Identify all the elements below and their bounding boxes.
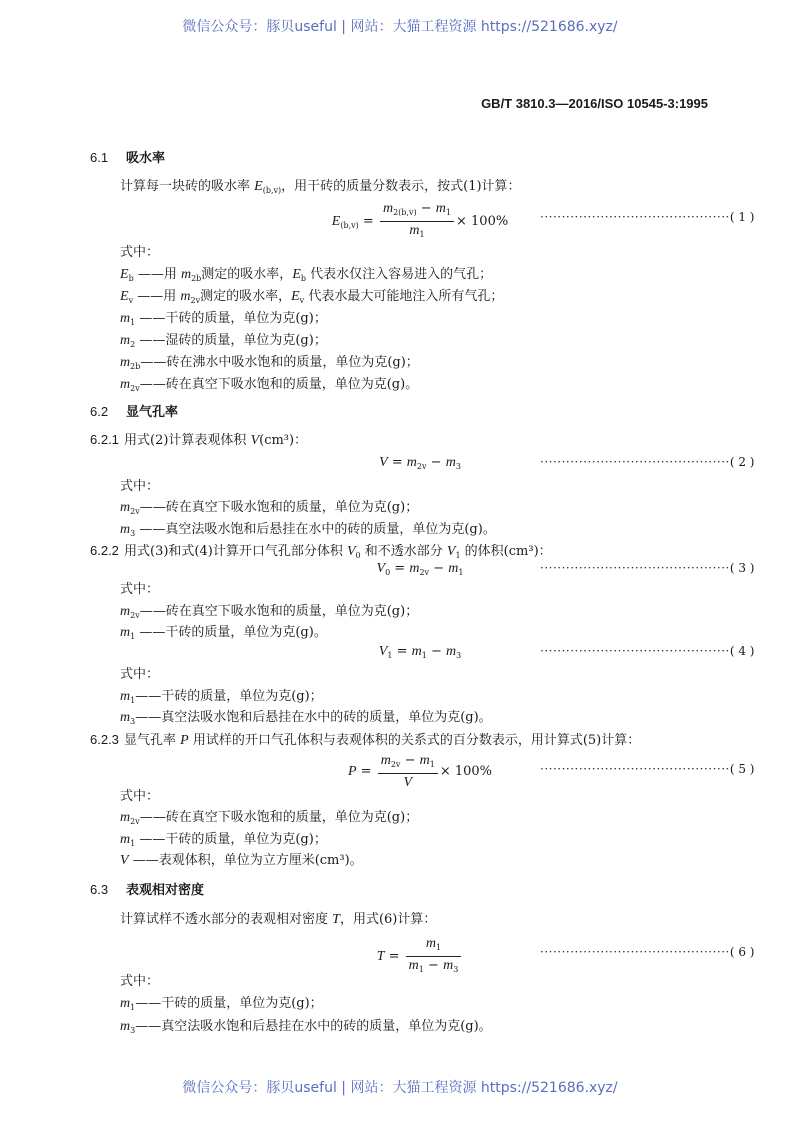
text-run: 显气孔率 [126,405,179,420]
math-symbol: V [250,433,260,448]
section-heading [90,404,178,421]
math-symbol: V [346,544,356,559]
text-run: ，用式(6)计算： [339,912,437,927]
text-run: ——砖在真空下吸水饱和的质量，单位为克(g)； [139,810,419,825]
math-symbol: m [180,267,192,282]
denominator [406,957,462,978]
math-symbol: m [120,710,131,725]
math-symbol: P [180,733,189,748]
paragraph-line [120,689,323,709]
subscript: 2(b,v) [393,208,417,217]
text-run: 代表水最大可能地注入所有气孔； [304,289,504,304]
formula [300,752,540,791]
equation-number: ············································( 4 ) [540,644,755,658]
subscript: b [300,274,306,283]
subscript: 2v [130,611,140,620]
text-run: × 100% [439,764,493,779]
formula [300,644,540,664]
subscript: (b,v) [262,186,282,195]
subscript: 1 [419,230,425,239]
text-run: (cm³)： [259,433,308,448]
equation-label: 5 [738,762,746,776]
subscript: v [299,296,305,305]
numerator [380,200,454,222]
math-symbol: V [120,853,129,868]
text-run: = [384,949,404,964]
subscript: 2v [416,462,427,471]
subscript: 1 [418,965,424,974]
text-run: − [400,753,420,768]
watermark-bottom: 微信公众号：豚贝useful | 网站：大猫工程资源 https://521686.xyz/ [182,1080,618,1096]
paragraph-line [120,333,327,353]
equation-number: ············································( 5 ) [540,762,755,776]
formula [300,200,540,243]
subscript: 3 [130,717,136,726]
standard-header: GB/T 3810.3—2016/ISO 10545-3:1995 [481,96,708,111]
formula [300,561,540,581]
text-run: ——用 [133,267,181,282]
fraction [406,935,462,978]
text-run: − [426,455,446,470]
subscript: 2v [130,384,140,393]
leader-dots: ············································ [540,762,730,776]
subscript: 1 [435,943,442,952]
text-run: 测定的吸水率， [200,289,292,304]
math-symbol: m [406,455,417,470]
math-symbol: m [409,561,420,576]
text-run: ——湿砖的质量，单位为克(g)； [135,333,327,348]
subscript: 2b [130,362,141,371]
text-run: 用试样的开口气孔体积与表观体积的关系式的百分数表示，用计算式(5)计算： [188,733,641,748]
subscript: 1 [130,839,136,848]
paragraph-line [120,974,159,990]
equation-number: ············································( 1 ) [540,210,755,224]
leader-dots: ············································ [540,210,730,224]
text-run: 用式(3)和式(4)计算开口气孔部分体积 [124,544,347,559]
subscript: 1 [130,1003,136,1012]
math-symbol: m [120,522,131,537]
math-symbol: m [419,753,430,768]
math-symbol: T [332,912,340,927]
text-run: 式中： [120,582,160,597]
text-run: ，用干砖的质量分数表示，按式(1)计算： [281,179,521,194]
paragraph-line [120,912,436,928]
text-run: 表观相对密度 [126,883,205,898]
subscript: v [128,296,134,305]
paragraph-line [120,710,492,730]
subscript: 1 [445,208,451,217]
math-symbol: m [425,936,436,951]
text-run: 式中： [120,974,160,989]
text-run: ——砖在沸水中吸水饱和的质量，单位为克(g)； [140,355,419,370]
paragraph-line [120,355,419,375]
math-symbol: m [120,689,131,704]
watermark-top: 微信公众号：豚贝useful | 网站：大猫工程资源 https://521686.xyz/ [182,19,618,35]
math-symbol: m [443,958,454,973]
text-run: 式中： [120,789,160,804]
paragraph-line [120,289,503,309]
math-symbol: m [382,201,394,216]
text-run: 测定的吸水率， [201,267,293,282]
fraction [378,752,438,791]
subscript: 2v [130,507,140,516]
math-symbol: m [120,810,131,825]
math-symbol: T [376,949,385,964]
subscript: (b,v) [340,221,359,230]
text-run: × 100% [456,214,509,229]
text-run: − [429,561,449,576]
paragraph-line [120,604,418,624]
text-run: = [356,764,376,779]
math-symbol: m [120,1019,131,1034]
math-symbol: m [446,644,457,659]
section-number: 6.2.2 [90,543,119,558]
text-run: − [416,201,436,216]
paragraph-line [120,853,363,869]
subscript: 3 [456,651,462,660]
paragraph-line [120,832,327,852]
paragraph-line [120,789,159,805]
subscript: 2b [191,274,202,283]
text-run: ——砖在真空下吸水饱和的质量，单位为克(g)； [139,500,419,515]
subscript: 1 [130,318,136,327]
formula [300,455,540,475]
text-run: ——干砖的质量，单位为克(g)； [135,689,323,704]
subscript: 0 [355,551,361,560]
text-run: 式中： [120,667,160,682]
paragraph-line [120,311,327,331]
text-run: = [390,561,410,576]
subsection-heading [90,732,640,749]
text-run: 吸水率 [126,151,166,166]
math-symbol: P [347,764,357,779]
text-run: ——砖在真空下吸水饱和的质量，单位为克(g)。 [139,377,419,392]
section-number: 6.3 [90,882,109,897]
subscript: 2v [419,568,430,577]
math-symbol: E [120,289,129,304]
leader-dots: ············································ [540,644,730,658]
subscript: 2v [190,296,201,305]
text-run: ——干砖的质量，单位为克(g)。 [135,625,327,640]
paragraph-line [120,996,323,1016]
math-symbol: m [448,561,459,576]
math-symbol: E [120,267,129,282]
math-symbol: V [403,775,413,790]
subscript: 1 [387,651,393,660]
text-run: − [426,644,446,659]
denominator [380,222,454,243]
paragraph-line [120,267,492,287]
math-symbol: m [120,996,131,1011]
numerator [378,752,438,774]
text-run: = [358,214,378,229]
math-symbol: m [120,377,131,392]
numerator [406,935,462,957]
subscript: 1 [421,651,427,660]
text-run: 的体积(cm³)： [460,544,552,559]
paragraph-line [120,667,159,683]
text-run: ——表观体积，单位为立方厘米(cm³)。 [128,853,363,868]
subscript: 1 [130,632,136,641]
math-symbol: E [291,289,300,304]
text-run: ——用 [133,289,181,304]
math-symbol: E [331,214,341,229]
text-run: 代表水仅注入容易进入的气孔； [306,267,493,282]
math-symbol: m [120,625,131,640]
equation-label: 3 [738,561,746,575]
math-symbol: m [408,958,419,973]
paragraph-line [120,522,496,542]
math-symbol: m [411,644,422,659]
section-number: 6.2.3 [90,732,119,747]
math-symbol: m [120,500,131,515]
math-symbol: m [445,455,456,470]
text-run: ——干砖的质量，单位为克(g)； [135,996,323,1011]
math-symbol: m [120,832,131,847]
math-symbol: m [380,753,391,768]
text-run: 计算试样不透水部分的表观相对密度 [120,912,333,927]
math-symbol: V [446,544,456,559]
text-run: ——真空法吸水饱和后悬挂在水中的砖的质量，单位为克(g)。 [135,710,492,725]
equation-number: ············································( 6 ) [540,945,755,959]
section-heading [90,882,204,899]
subscript: 2v [390,760,401,769]
subscript: 1 [429,760,435,769]
section-heading [90,150,165,167]
paragraph-line [120,479,159,495]
equation-label: 1 [738,210,746,224]
text-run: 用式(2)计算表观体积 [124,433,251,448]
leader-dots: ············································ [540,945,730,959]
subscript: 0 [385,568,391,577]
equation-number: ············································( 3 ) [540,561,755,575]
text-run: 计算每一块砖的吸水率 [120,179,255,194]
text-run: ——干砖的质量，单位为克(g)； [135,832,327,847]
text-run: 式中： [120,245,160,260]
equation-number: ············································( 2 ) [540,455,755,469]
paragraph-line [120,1019,492,1039]
subscript: 3 [130,1026,136,1035]
subscript: 3 [453,965,459,974]
text-run: 和不透水部分 [360,544,447,559]
subscript: 1 [458,568,464,577]
math-symbol: m [120,333,131,348]
section-number: 6.1 [90,150,109,165]
text-run: 式中： [120,479,160,494]
equation-label: 2 [738,455,746,469]
subsection-heading [90,432,307,449]
leader-dots: ············································ [540,455,730,469]
math-symbol: E [292,267,301,282]
section-number: 6.2.1 [90,432,119,447]
equation-label: 4 [738,644,746,658]
paragraph-line [120,810,418,830]
math-symbol: m [120,355,131,370]
text-run: = [387,455,407,470]
equation-label: 6 [738,945,746,959]
math-symbol: m [180,289,191,304]
subscript: 3 [130,529,136,538]
text-run: = [392,644,412,659]
math-symbol: V [376,561,386,576]
fraction [380,200,454,243]
subscript: 3 [455,462,461,471]
paragraph-line [120,245,159,261]
text-run: − [423,958,444,973]
paragraph-line [120,179,521,199]
subscript: 2 [130,340,136,349]
math-symbol: V [378,644,388,659]
subscript: 2v [130,817,140,826]
denominator [378,774,438,791]
text-run: ——真空法吸水饱和后悬挂在水中的砖的质量，单位为克(g)。 [135,522,496,537]
text-run: ——干砖的质量，单位为克(g)； [135,311,327,326]
math-symbol: m [435,201,446,216]
paragraph-line [120,500,418,520]
text-run: ——砖在真空下吸水饱和的质量，单位为克(g)； [139,604,419,619]
formula [300,935,540,978]
math-symbol: m [120,604,131,619]
subscript: 1 [130,696,136,705]
paragraph-line [120,582,159,598]
subscript: b [128,274,134,283]
math-symbol: m [120,311,131,326]
text-run: 显气孔率 [124,733,181,748]
math-symbol: E [254,179,263,194]
paragraph-line [120,625,327,645]
text-run: ——真空法吸水饱和后悬挂在水中的砖的质量，单位为克(g)。 [135,1019,492,1034]
subscript: 1 [455,551,461,560]
math-symbol: V [379,455,388,470]
section-number: 6.2 [90,404,109,419]
paragraph-line [120,377,418,397]
leader-dots: ············································ [540,561,730,575]
math-symbol: m [409,223,420,238]
